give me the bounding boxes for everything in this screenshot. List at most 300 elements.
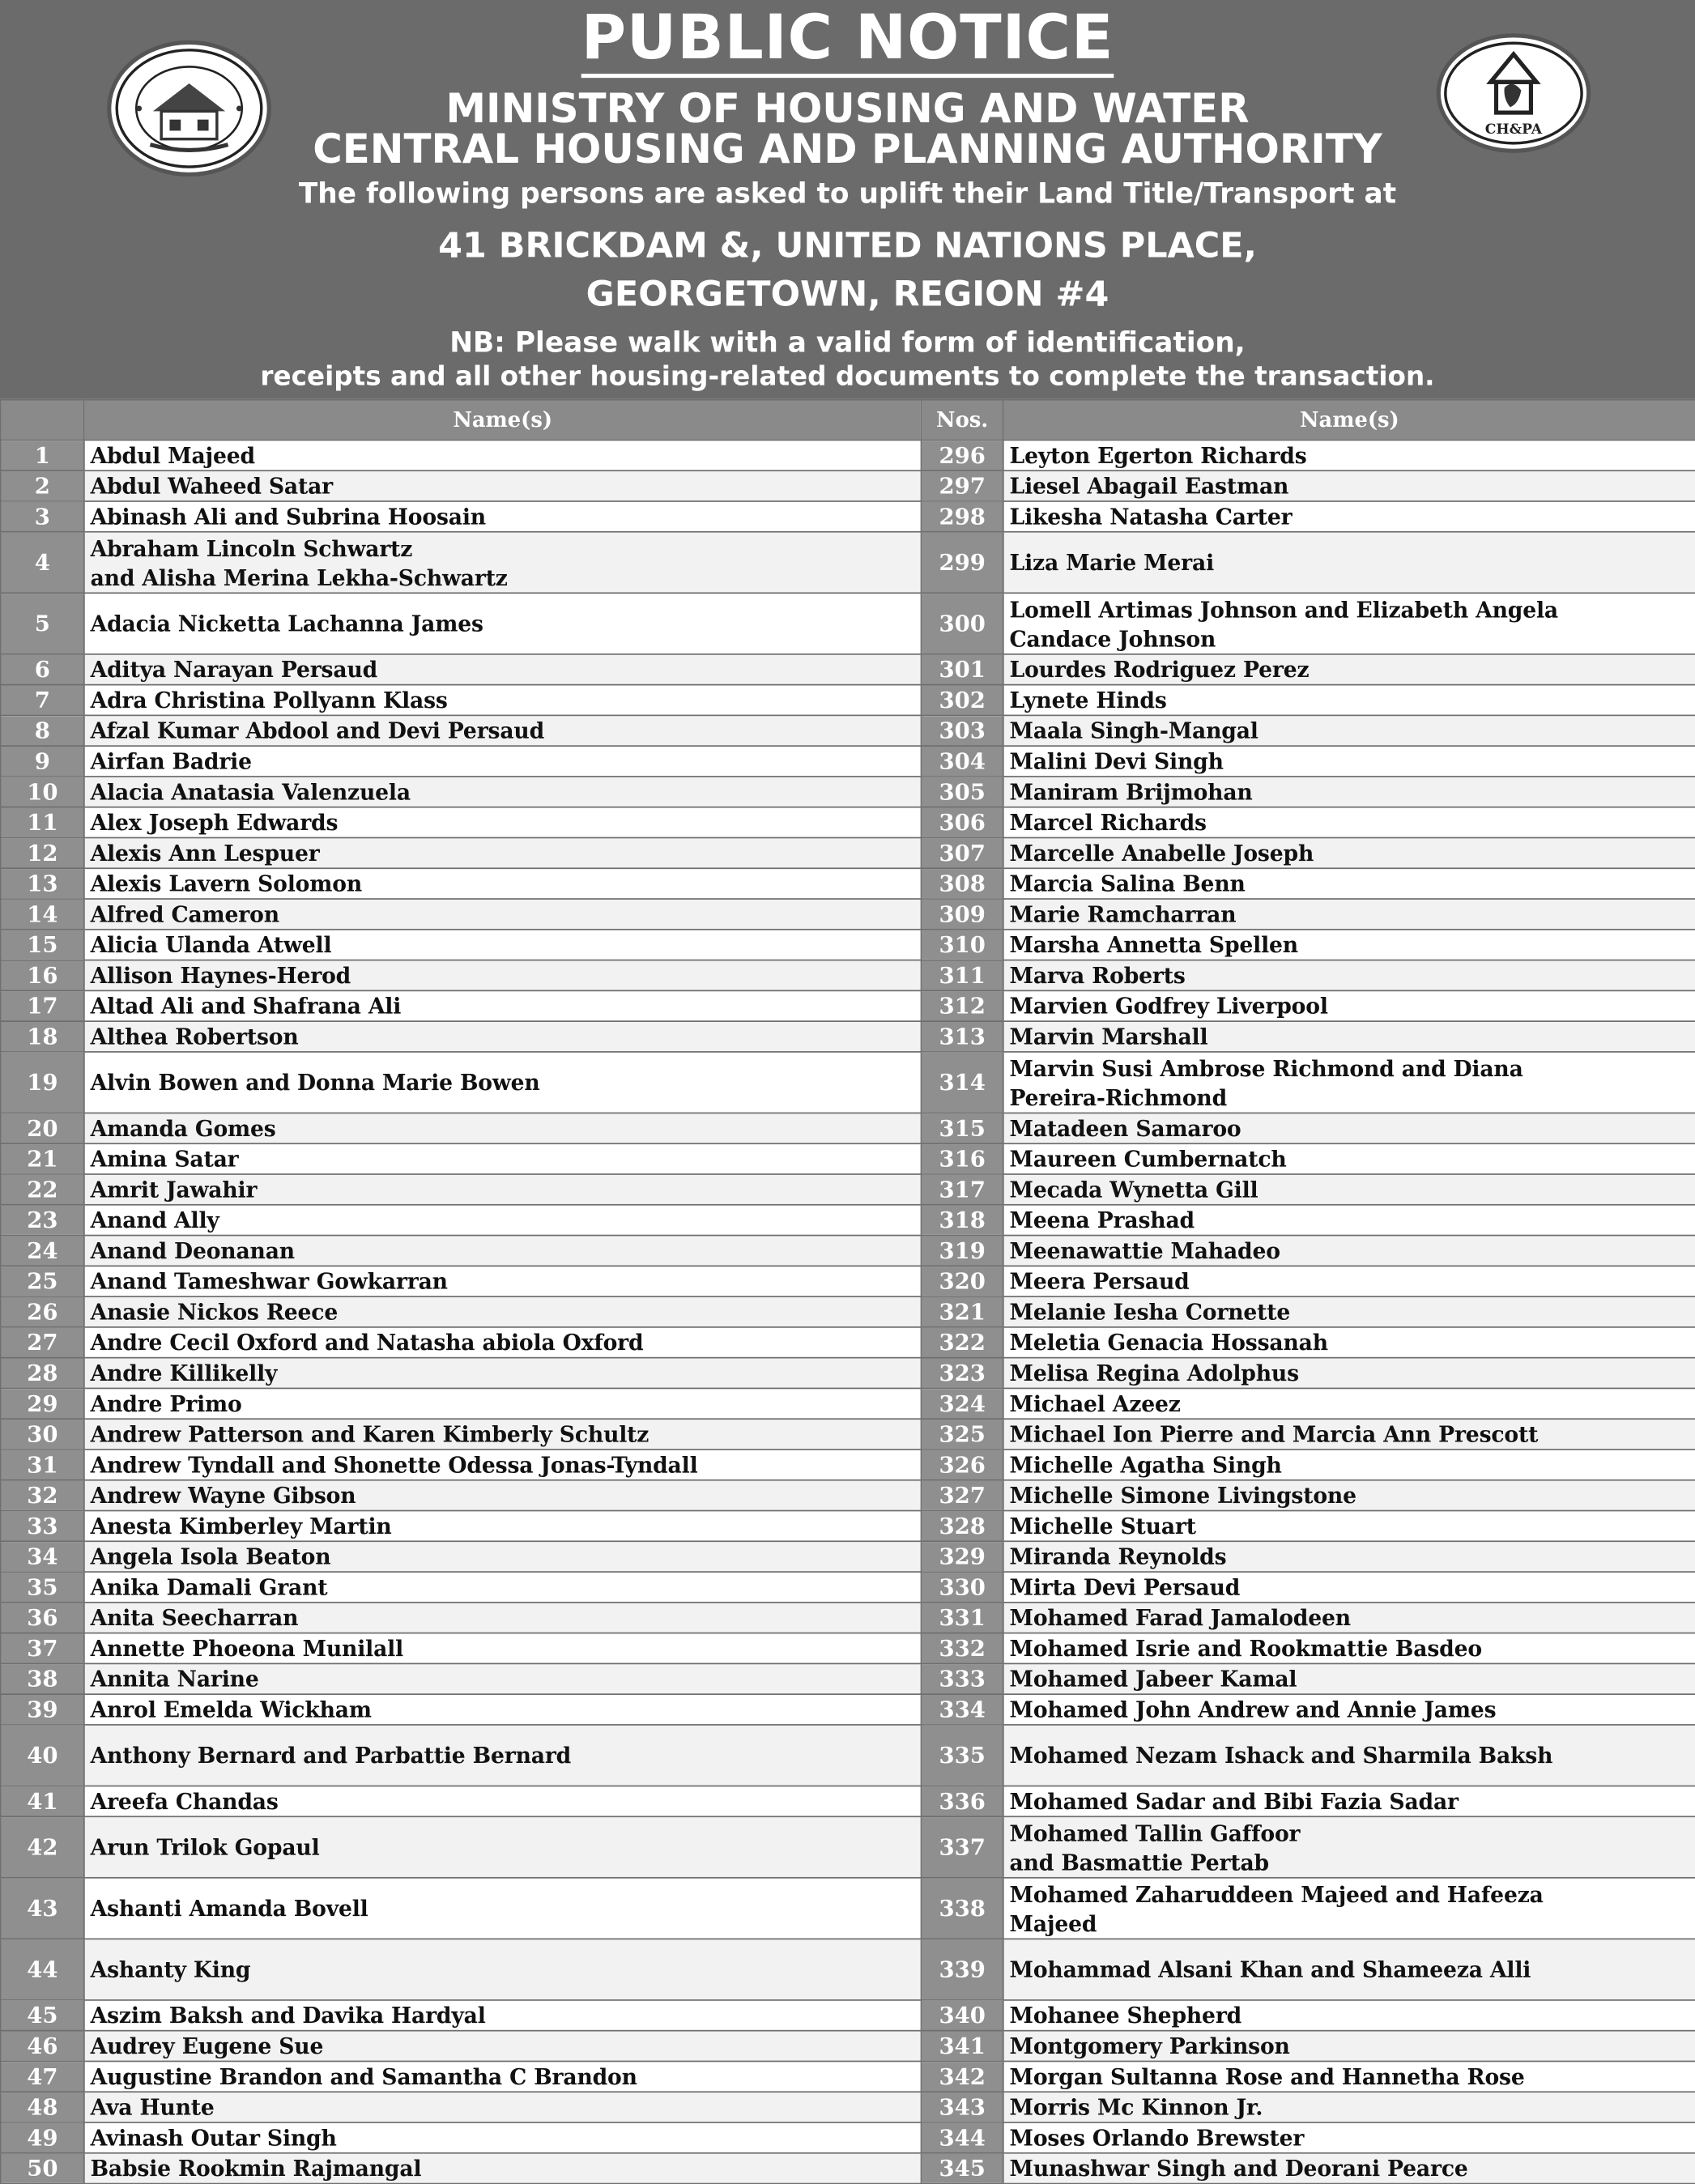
row-name-left [84,2122,922,2153]
row-name-right [1003,2031,1695,2062]
row-number-right: 334 [922,1694,1003,1725]
row-number-left: 11 [1,807,84,838]
row-name-right [1003,1266,1695,1296]
row-number-left: 43 [1,1878,84,1939]
row-number-left: 44 [1,1939,84,2000]
table-header-row [1,400,1695,441]
row-name-right [1003,1388,1695,1419]
row-number-left: 14 [1,899,84,930]
row-number-right: 344 [922,2122,1003,2153]
table-row [1,1021,1695,1052]
name-line: Montgomery Parkinson [1009,2033,1290,2059]
name-line: Michael Ion Pierre and Marcia Ann Prescott [1009,1420,1539,1448]
row-number-left: 49 [1,2122,84,2153]
row-number-left: 28 [1,1358,84,1389]
row-name-right [1003,930,1695,960]
name-line: Andre Cecil Oxford and Natasha abiola Oxford [90,1329,644,1356]
name-line: Mohanee Shepherd [1009,2002,1242,2029]
row-number-left: 23 [1,1205,84,1236]
row-number-left: 13 [1,868,84,899]
row-name-left [84,1327,922,1358]
row-number-right: 335 [922,1725,1003,1786]
row-name-right [1003,807,1695,838]
row-name-right [1003,1511,1695,1542]
row-name-right [1003,2153,1695,2184]
name-line: Alex Joseph Edwards [90,809,339,836]
row-number-left: 5 [1,593,84,654]
row-name-right [1003,1113,1695,1143]
name-line: Lynete Hinds [1009,687,1167,713]
name-line: Alvin Bowen and Donna Marie Bowen [90,1069,540,1096]
row-name-left [84,2000,922,2031]
name-line: Annette Phoeona Munilall [90,1635,404,1662]
table-row [1,470,1695,501]
row-name-right [1003,1572,1695,1603]
row-name-right [1003,837,1695,868]
row-number-right: 336 [922,1786,1003,1816]
row-name-left [84,1725,922,1786]
row-number-left: 17 [1,990,84,1021]
row-name-left [84,654,922,685]
row-number-right: 304 [922,746,1003,777]
row-number-right: 325 [922,1419,1003,1450]
address-line-1: 41 BRICKDAM &, UNITED NATIONS PLACE, [438,225,1257,266]
row-number-right: 337 [922,1816,1003,1878]
name-line: Arun Trilok Gopaul [90,1833,320,1861]
name-line: Mirta Devi Persaud [1009,1573,1241,1601]
name-line: Annita Narine [90,1665,259,1692]
table-row [1,440,1695,470]
name-line: Andre Primo [90,1390,242,1417]
row-name-left [84,1113,922,1143]
name-line: Marvien Godfrey Liverpool [1009,992,1328,1020]
row-name-left [84,746,922,777]
name-line: Audrey Eugene Sue [90,2033,324,2059]
row-number-left: 35 [1,1572,84,1603]
name-line: Abdul Majeed [90,442,255,469]
row-number-left: 24 [1,1236,84,1267]
row-name-right [1003,960,1695,991]
name-line: Mohamed Zaharuddeen Majeed and Hafeeza [1009,1880,1544,1907]
row-number-right: 316 [922,1143,1003,1174]
row-number-left: 29 [1,1388,84,1419]
name-line: Meera Persaud [1009,1267,1190,1295]
name-line: Maniram Brijmohan [1009,778,1253,806]
row-number-right: 296 [922,440,1003,470]
table-row [1,1143,1695,1174]
row-name-right [1003,470,1695,501]
row-number-right: 308 [922,868,1003,899]
row-number-left: 47 [1,2061,84,2092]
row-name-right [1003,685,1695,716]
name-line: Ashanti Amanda Bovell [90,1895,368,1922]
table-row [1,1419,1695,1450]
name-line: Marsha Annetta Spellen [1009,931,1298,959]
row-number-right: 342 [922,2061,1003,2092]
nb-line-2: receipts and all other housing-related documents to complete the transaction. [260,361,1435,393]
row-number-right: 305 [922,777,1003,807]
table-row [1,1786,1695,1816]
row-name-left [84,1052,922,1113]
row-name-right [1003,1939,1695,2000]
name-line: Marcel Richards [1009,809,1207,836]
table-row [1,837,1695,868]
table-row [1,930,1695,960]
name-line: Abinash Ali and Subrina Hoosain [90,503,486,530]
table-row [1,1174,1695,1205]
row-number-right: 332 [922,1633,1003,1664]
row-number-left: 46 [1,2031,84,2062]
table-row [1,2122,1695,2153]
name-line: Likesha Natasha Carter [1009,503,1293,530]
row-number-left: 20 [1,1113,84,1143]
table-row [1,1327,1695,1358]
row-name-right [1003,1694,1695,1725]
table-row [1,899,1695,930]
table-row [1,868,1695,899]
row-number-right: 307 [922,837,1003,868]
row-number-right: 328 [922,1511,1003,1542]
land-title-list [0,399,1695,2184]
name-line: Marcelle Anabelle Joseph [1009,840,1314,866]
table-row [1,685,1695,716]
row-number-right: 341 [922,2031,1003,2062]
row-name-right [1003,1663,1695,1694]
table-row [1,1266,1695,1296]
row-number-left: 48 [1,2092,84,2122]
row-name-left [84,1266,922,1296]
row-number-right: 322 [922,1327,1003,1358]
table-row [1,593,1695,654]
name-line: Pereira-Richmond [1009,1083,1228,1111]
name-line: Anand Deonanan [90,1237,295,1264]
row-number-right: 333 [922,1663,1003,1694]
name-line: Althea Robertson [90,1023,299,1050]
name-line: Andrew Wayne Gibson [90,1482,356,1509]
row-number-left: 22 [1,1174,84,1205]
table-row [1,2000,1695,2031]
table-row [1,2092,1695,2122]
row-name-left [84,593,922,654]
row-name-left [84,837,922,868]
row-number-right: 319 [922,1236,1003,1267]
row-number-right: 300 [922,593,1003,654]
table-row [1,1939,1695,2000]
row-name-left [84,1450,922,1480]
table-row [1,1511,1695,1542]
table-row [1,1296,1695,1327]
name-line: Marvin Marshall [1009,1023,1208,1050]
name-line: Alexis Lavern Solomon [90,870,363,897]
table-row [1,1633,1695,1664]
table-row [1,1236,1695,1267]
row-name-left [84,715,922,746]
table-row [1,777,1695,807]
row-number-left: 8 [1,715,84,746]
name-line: Matadeen Samaroo [1009,1115,1241,1142]
row-name-left [84,1511,922,1542]
row-name-right [1003,1358,1695,1389]
name-line: Alacia Anatasia Valenzuela [90,778,411,806]
name-line: Anita Seecharran [90,1604,299,1632]
row-name-right [1003,899,1695,930]
row-number-left: 26 [1,1296,84,1327]
row-name-left [84,2031,922,2062]
name-line: Marva Roberts [1009,962,1186,989]
name-line: Mohamed Isrie and Rookmattie Basdeo [1009,1635,1482,1662]
name-line: Areefa Chandas [90,1788,279,1815]
row-number-right: 301 [922,654,1003,685]
table-row [1,1603,1695,1633]
name-line: Anthony Bernard and Parbattie Bernard [90,1742,572,1769]
row-number-right: 320 [922,1266,1003,1296]
name-line: Munashwar Singh and Deorani Pearce [1009,2155,1468,2182]
table-row [1,1541,1695,1572]
notice-header [0,0,1695,399]
row-number-right: 310 [922,930,1003,960]
name-line: Mohamed Sadar and Bibi Fazia Sadar [1009,1788,1459,1815]
row-name-right [1003,1052,1695,1113]
row-number-right: 329 [922,1541,1003,1572]
row-name-right [1003,868,1695,899]
row-name-right [1003,2000,1695,2031]
table-row [1,746,1695,777]
name-line: Mohamed Jabeer Kamal [1009,1665,1297,1692]
row-number-left: 37 [1,1633,84,1664]
row-name-right [1003,2122,1695,2153]
row-name-right [1003,1878,1695,1939]
header-left-names: Name(s) [84,400,922,441]
name-line: Adra Christina Pollyann Klass [90,687,448,713]
row-number-right: 343 [922,2092,1003,2122]
name-line: Mohammad Alsani Khan and Shameeza Alli [1009,1956,1531,1983]
name-line: Alfred Cameron [90,900,279,928]
header-nos: Nos. [922,400,1003,441]
name-line: Alexis Ann Lespuer [90,840,320,866]
name-line: Michelle Simone Livingstone [1009,1482,1356,1509]
name-line: Melanie Iesha Cornette [1009,1298,1291,1326]
table-row [1,1450,1695,1480]
row-name-right [1003,1480,1695,1511]
table-row [1,532,1695,594]
name-line: Aszim Baksh and Davika Hardyal [90,2002,486,2029]
row-name-left [84,1603,922,1633]
row-name-left [84,1419,922,1450]
name-line: Michelle Stuart [1009,1513,1196,1539]
table-row [1,715,1695,746]
row-number-right: 327 [922,1480,1003,1511]
name-line: Augustine Brandon and Samantha C Brandon [90,2063,637,2090]
row-number-right: 340 [922,2000,1003,2031]
row-name-left [84,990,922,1021]
name-line: Anasie Nickos Reece [90,1298,339,1326]
name-line: Andrew Patterson and Karen Kimberly Schultz [90,1420,649,1448]
name-line: Malini Devi Singh [1009,747,1224,775]
row-name-left [84,807,922,838]
row-number-left: 31 [1,1450,84,1480]
row-number-right: 298 [922,501,1003,532]
row-name-right [1003,1603,1695,1633]
row-name-right [1003,715,1695,746]
name-line: Andrew Tyndall and Shonette Odessa Jonas-Tyndall [90,1451,698,1479]
row-number-right: 303 [922,715,1003,746]
row-name-left [84,1480,922,1511]
row-number-left: 16 [1,960,84,991]
name-line: Leyton Egerton Richards [1009,442,1307,469]
row-name-right [1003,532,1695,594]
table-row [1,1878,1695,1939]
row-name-left [84,1633,922,1664]
row-number-left: 6 [1,654,84,685]
row-number-left: 42 [1,1816,84,1878]
name-line: Avinash Outar Singh [90,2124,337,2152]
row-number-left: 36 [1,1603,84,1633]
row-name-right [1003,2092,1695,2122]
name-line: Meenawattie Mahadeo [1009,1237,1280,1264]
row-number-left: 3 [1,501,84,532]
name-line: Adacia Nicketta Lachanna James [90,610,483,637]
name-line: Aditya Narayan Persaud [90,656,378,683]
table-row [1,1480,1695,1511]
row-name-right [1003,1021,1695,1052]
row-name-left [84,1694,922,1725]
row-name-right [1003,501,1695,532]
row-name-right [1003,2061,1695,2092]
row-name-left [84,2092,922,2122]
table-row [1,807,1695,838]
row-number-right: 312 [922,990,1003,1021]
row-name-right [1003,1541,1695,1572]
name-line: Airfan Badrie [90,747,252,775]
row-number-right: 323 [922,1358,1003,1389]
row-number-right: 338 [922,1878,1003,1939]
row-name-left [84,1786,922,1816]
table-row [1,1052,1695,1113]
row-number-left: 50 [1,2153,84,2184]
row-number-left: 39 [1,1694,84,1725]
row-name-left [84,501,922,532]
row-number-left: 7 [1,685,84,716]
name-line: Moses Orlando Brewster [1009,2124,1305,2152]
row-name-left [84,777,922,807]
name-line: Marcia Salina Benn [1009,870,1246,897]
name-line: Amanda Gomes [90,1115,276,1142]
row-number-left: 38 [1,1663,84,1694]
name-line: Miranda Reynolds [1009,1543,1227,1570]
row-name-left [84,1816,922,1878]
row-number-right: 318 [922,1205,1003,1236]
row-number-right: 326 [922,1450,1003,1480]
row-name-right [1003,1174,1695,1205]
row-name-right [1003,990,1695,1021]
row-number-left: 40 [1,1725,84,1786]
chpa-logo-graphic [1441,37,1586,148]
row-number-left: 10 [1,777,84,807]
authority-name: CENTRAL HOUSING AND PLANNING AUTHORITY [313,125,1382,172]
row-number-left: 34 [1,1541,84,1572]
row-name-left [84,1878,922,1939]
row-name-left [84,1236,922,1267]
row-name-left [84,440,922,470]
name-line: Michael Azeez [1009,1390,1181,1417]
name-line: Melisa Regina Adolphus [1009,1360,1299,1386]
row-name-right [1003,777,1695,807]
row-name-right [1003,1786,1695,1816]
name-line: Maala Singh-Mangal [1009,717,1258,744]
row-name-right [1003,1296,1695,1327]
name-line: Abdul Waheed Satar [90,472,334,500]
name-line: Marie Ramcharran [1009,900,1237,928]
row-number-right: 321 [922,1296,1003,1327]
row-number-right: 297 [922,470,1003,501]
table-row [1,1205,1695,1236]
name-line: and Basmattie Pertab [1009,1848,1270,1875]
row-number-left: 19 [1,1052,84,1113]
address-line-2: GEORGETOWN, REGION #4 [586,274,1109,315]
row-number-right: 309 [922,899,1003,930]
name-line: Lourdes Rodriguez Perez [1009,656,1310,683]
table-row [1,1388,1695,1419]
row-number-left: 32 [1,1480,84,1511]
instruction-text: The following persons are asked to uplift their Land Title/Transport at [298,177,1397,211]
table-row [1,990,1695,1021]
row-name-right [1003,593,1695,654]
name-line: Anand Ally [90,1207,219,1233]
name-line: Michelle Agatha Singh [1009,1451,1282,1479]
row-name-left [84,1541,922,1572]
name-line: Meena Prashad [1009,1207,1195,1233]
name-line: Ashanty King [90,1956,251,1983]
header-right-names: Name(s) [1003,400,1695,441]
row-number-right: 324 [922,1388,1003,1419]
row-name-left [84,899,922,930]
row-name-left [84,470,922,501]
name-line: Amina Satar [90,1145,239,1173]
row-number-left: 4 [1,532,84,594]
table-row [1,1572,1695,1603]
ministry-name: MINISTRY OF HOUSING AND WATER [445,84,1250,133]
table-row [1,1694,1695,1725]
row-number-left: 1 [1,440,84,470]
row-name-right [1003,1725,1695,1786]
name-line: Afzal Kumar Abdool and Devi Persaud [90,717,545,744]
row-number-left: 9 [1,746,84,777]
name-line: Majeed [1009,1909,1097,1936]
row-number-right: 299 [922,532,1003,594]
table-row [1,501,1695,532]
row-number-left: 30 [1,1419,84,1450]
name-line: Anand Tameshwar Gowkarran [90,1267,448,1295]
table-row [1,1358,1695,1389]
name-line: Morris Mc Kinnon Jr. [1009,2093,1263,2121]
table-row [1,2061,1695,2092]
row-number-right: 313 [922,1021,1003,1052]
table-row [1,2031,1695,2062]
row-name-left [84,1663,922,1694]
nb-line-1 [0,326,1695,359]
name-line: Anesta Kimberley Martin [90,1513,392,1539]
table-row [1,1725,1695,1786]
row-name-left [84,1143,922,1174]
row-number-right: 339 [922,1939,1003,2000]
row-name-right [1003,1633,1695,1664]
row-name-right [1003,1205,1695,1236]
name-line: Alicia Ulanda Atwell [90,931,332,959]
row-name-left [84,868,922,899]
row-name-right [1003,1450,1695,1480]
row-number-right: 315 [922,1113,1003,1143]
row-number-left: 2 [1,470,84,501]
